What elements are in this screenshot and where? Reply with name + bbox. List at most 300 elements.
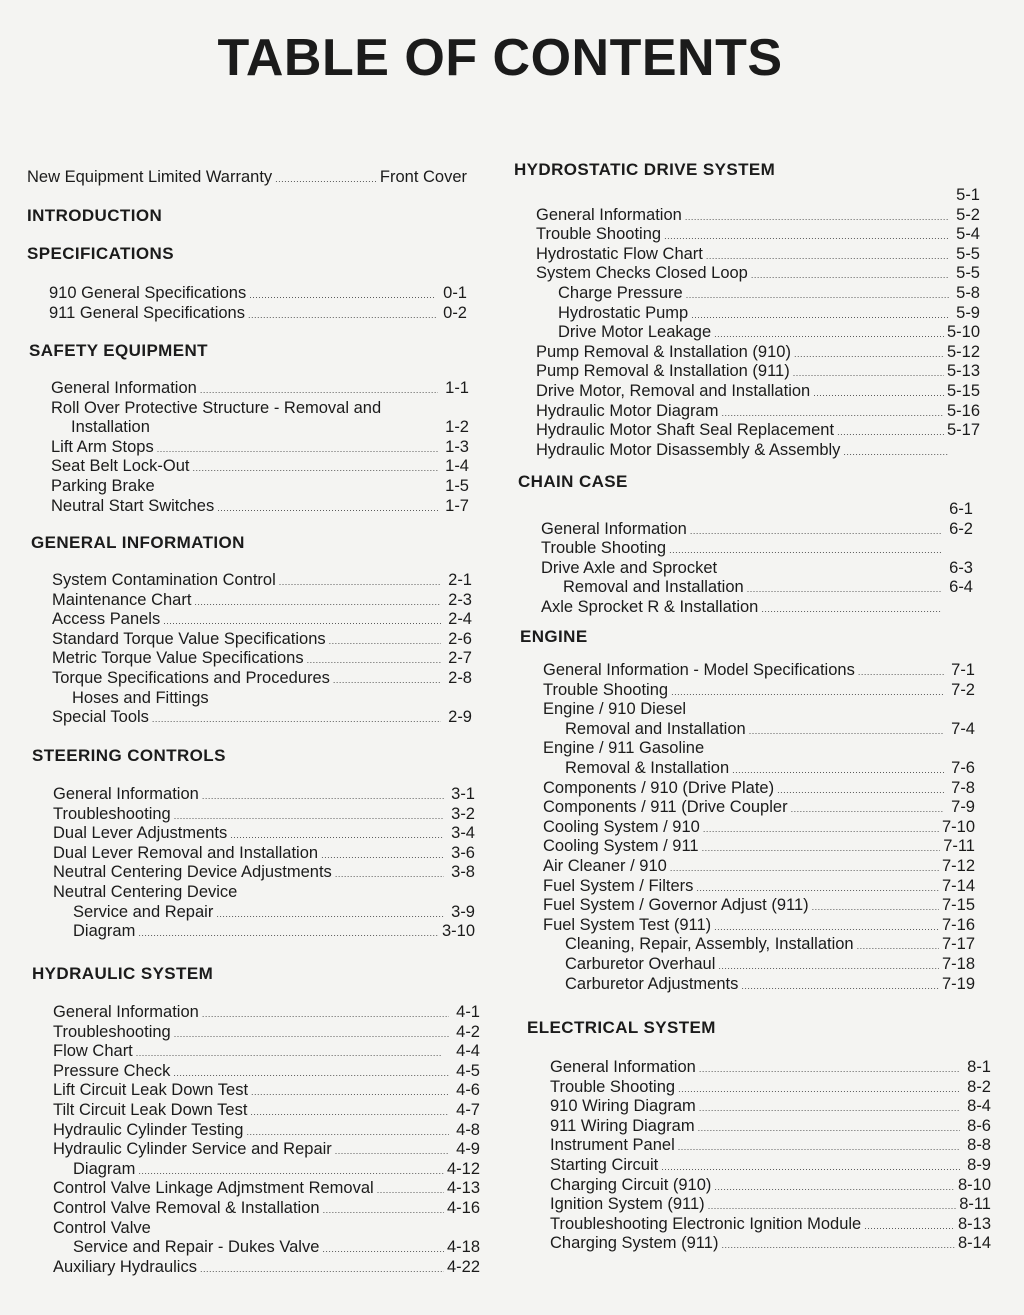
entry-page: 4-4 [456, 1042, 480, 1061]
toc-entry [536, 323, 980, 343]
entry-label: Hoses and Fittings [72, 688, 209, 707]
toc-entry [550, 1215, 991, 1235]
entry-label: Neutral Centering Device [53, 882, 238, 901]
section-entries [49, 284, 467, 323]
entry-page: 4-9 [456, 1140, 480, 1159]
entry-label: Engine / 911 Gasoline [543, 739, 705, 758]
entry-page: 8-1 [967, 1058, 991, 1076]
toc-entry [53, 1042, 480, 1062]
section-heading: GENERAL INFORMATION [31, 533, 245, 552]
entry-label: Lift Circuit Leak Down Test [53, 1081, 249, 1100]
entry-page: 6-4 [949, 578, 973, 597]
entry-page: 2-1 [448, 571, 472, 589]
toc-entry [53, 824, 475, 844]
dot-leader [152, 708, 441, 730]
entry-page: 8-2 [967, 1077, 991, 1096]
toc-entry [51, 379, 469, 399]
entry-page: 6-1 [949, 500, 973, 518]
toc-entry [53, 1179, 480, 1199]
dot-leader [685, 206, 949, 228]
entry-page: 5-17 [946, 421, 980, 440]
dot-leader [858, 661, 944, 683]
toc-entry [541, 500, 973, 520]
dot-leader [794, 343, 944, 365]
dot-leader [732, 759, 944, 781]
dot-leader [857, 935, 939, 957]
entry-label: Hydraulic Cylinder Service and Repair [53, 1140, 332, 1159]
dot-leader [173, 1062, 449, 1084]
entry-label: Trouble Shooting [536, 225, 662, 244]
entry-page: 8-6 [967, 1116, 991, 1135]
entry-label: Hydrostatic Pump [558, 303, 689, 322]
dot-leader [670, 857, 939, 879]
dot-leader [661, 1156, 960, 1178]
toc-entry [550, 1058, 991, 1078]
entry-label: Cooling System / 910 [543, 817, 700, 836]
entry-label: Components / 910 (Drive Plate) [543, 778, 775, 797]
dot-leader [202, 1003, 449, 1025]
entry-label: General Information [53, 1003, 199, 1021]
toc-entry [53, 1160, 480, 1180]
entry-label: Components / 911 (Drive Coupler [543, 798, 788, 817]
toc-entry [53, 1238, 480, 1258]
entry-label: 910 General Specifications [49, 284, 247, 302]
entry-label: New Equipment Limited Warranty [27, 168, 273, 186]
entry-page: 3-9 [451, 902, 475, 921]
toc-entry [536, 245, 980, 265]
toc-entry [550, 1078, 991, 1098]
dot-leader [248, 304, 436, 326]
toc-entry [543, 681, 975, 701]
dot-leader [157, 438, 438, 460]
entry-label: Instrument Panel [550, 1136, 675, 1155]
toc-entry [51, 457, 469, 477]
dot-leader [138, 1160, 444, 1182]
entry-label: Drive Motor Leakage [558, 323, 712, 342]
entry-label: Control Valve Removal & Installation [53, 1198, 320, 1217]
toc-entry [53, 903, 475, 923]
entry-label: Drive Motor, Removal and Installation [536, 381, 811, 400]
dot-leader [678, 1078, 960, 1100]
entry-page: 5-12 [946, 342, 980, 361]
toc-entry [550, 1136, 991, 1156]
dot-leader [246, 1121, 449, 1143]
dot-leader [136, 1042, 449, 1064]
toc-entry [53, 1023, 480, 1043]
dot-leader [193, 457, 439, 479]
toc-entry [53, 1199, 480, 1219]
entry-page: 3-1 [451, 785, 475, 803]
dot-leader [864, 1215, 955, 1237]
entry-label: Trouble Shooting [550, 1077, 676, 1096]
dot-leader [329, 630, 441, 652]
toc-entry [543, 975, 975, 995]
entry-page: 7-6 [951, 758, 975, 777]
dot-leader [669, 539, 942, 561]
entry-page: 2-6 [448, 629, 472, 648]
dot-leader [321, 844, 444, 866]
entry-page: 3-6 [451, 843, 475, 862]
entry-page: 2-3 [448, 590, 472, 609]
entry-page: 5-1 [956, 186, 980, 204]
entry-label: Trouble Shooting [541, 539, 667, 558]
toc-entry [536, 362, 980, 382]
toc-entry [536, 382, 980, 402]
entry-label: Neutral Start Switches [51, 496, 215, 515]
toc-entry [51, 477, 469, 497]
section-entries [536, 186, 980, 460]
dot-leader [698, 1117, 960, 1139]
entry-label: Ignition System (911) [550, 1195, 705, 1214]
entry-label: Access Panels [52, 610, 161, 629]
section-heading: SPECIFICATIONS [27, 244, 174, 263]
entry-page: 2-9 [448, 708, 472, 727]
toc-entry [536, 402, 980, 422]
entry-label: Axle Sprocket R & Installation [541, 597, 759, 616]
dot-leader [751, 264, 949, 286]
dot-leader [174, 805, 444, 827]
entry-label: Service and Repair - Dukes Valve [73, 1238, 320, 1257]
entry-page: 5-16 [946, 401, 980, 420]
page-title: TABLE OF CONTENTS [217, 29, 783, 87]
toc-entry [536, 284, 980, 304]
dot-leader [377, 1179, 444, 1201]
toc-entry [53, 863, 475, 883]
toc-entry [541, 539, 973, 559]
dot-leader [703, 818, 939, 840]
entry-page: 7-10 [941, 817, 975, 836]
toc-entry [53, 1258, 480, 1278]
toc-entry [52, 708, 472, 728]
entry-page: 7-16 [941, 915, 975, 934]
dot-leader [333, 669, 441, 691]
entry-page: 1-5 [445, 476, 469, 495]
entry-label: Carburetor Adjustments [565, 974, 739, 993]
entry-label: Dual Lever Removal and Installation [53, 843, 319, 862]
toc-entry [543, 877, 975, 897]
entry-page: 0-1 [443, 284, 467, 302]
entry-page: 1-1 [445, 379, 469, 397]
entry-label: Hydraulic Motor Shaft Seal Replacement [536, 421, 835, 440]
dot-leader [249, 284, 436, 306]
dot-leader [322, 1238, 444, 1260]
entry-page: 0-2 [443, 303, 467, 322]
toc-entry [536, 225, 980, 245]
toc-entry [550, 1176, 991, 1196]
entry-page: 6-3 [949, 558, 973, 577]
toc-entry [53, 844, 475, 864]
entry-page: 8-9 [967, 1155, 991, 1174]
entry-label: Removal and Installation [565, 719, 746, 738]
toc-entry [53, 1219, 480, 1239]
entry-label: Fuel System / Filters [543, 876, 694, 895]
section-heading: SAFETY EQUIPMENT [29, 341, 208, 360]
toc-entry [52, 610, 472, 630]
entry-label: Service and Repair [73, 902, 214, 921]
entry-page: 4-2 [456, 1022, 480, 1041]
toc-entry [52, 591, 472, 611]
entry-label: Auxiliary Hydraulics [53, 1257, 197, 1276]
toc-entry [536, 206, 980, 226]
section-entries [51, 379, 469, 516]
toc-entry [536, 264, 980, 284]
toc-entry [53, 805, 475, 825]
entry-label: Parking Brake [51, 476, 155, 495]
dot-leader [664, 225, 949, 247]
entry-label: Charging System (911) [550, 1234, 719, 1253]
entry-page: 4-6 [456, 1081, 480, 1100]
toc-entry [52, 571, 472, 591]
entry-label: Hydraulic Motor Diagram [536, 401, 719, 420]
entry-label: Special Tools [52, 708, 149, 727]
entry-label: General Information - Model Specifications [543, 661, 855, 679]
entry-page: 5-8 [956, 283, 980, 302]
dot-leader [323, 1199, 444, 1221]
dot-leader [696, 877, 939, 899]
entry-page: 4-1 [456, 1003, 480, 1021]
toc-entry [49, 284, 467, 304]
entry-label: Control Valve Linkage Adjmstment Removal [53, 1179, 374, 1198]
dot-leader [335, 1140, 449, 1162]
entry-label: System Contamination Control [52, 571, 276, 589]
entry-page: 3-10 [441, 922, 475, 941]
dot-leader [837, 421, 944, 443]
dot-leader [749, 720, 944, 742]
entry-label: Maintenance Chart [52, 590, 192, 609]
entry-page: 5-2 [956, 205, 980, 224]
dot-leader [194, 591, 441, 613]
dot-leader [777, 779, 944, 801]
toc-entry [536, 304, 980, 324]
entry-page: 6-2 [949, 519, 973, 538]
dot-leader [690, 520, 942, 542]
dot-leader [279, 571, 441, 593]
entry-label: 911 General Specifications [49, 303, 245, 322]
entry-label: Installation [71, 418, 150, 437]
entry-label: Troubleshooting [53, 1022, 171, 1041]
section-heading: ENGINE [520, 627, 588, 646]
entry-page: 5-5 [956, 264, 980, 283]
section-entries [53, 1003, 480, 1277]
dot-leader [335, 863, 444, 885]
entry-label: Cleaning, Repair, Assembly, Installation [565, 935, 854, 954]
dot-leader [307, 649, 441, 671]
dot-leader [761, 598, 942, 620]
toc-entry [53, 1101, 480, 1121]
entry-page: 4-12 [446, 1159, 480, 1178]
entry-page: 3-4 [451, 824, 475, 843]
entry-page: 5-5 [956, 244, 980, 263]
toc-entry [543, 935, 975, 955]
toc-entry [541, 598, 973, 618]
toc-entry [550, 1195, 991, 1215]
dot-leader [741, 975, 939, 997]
section-heading: CHAIN CASE [518, 472, 628, 491]
toc-entry [51, 399, 469, 419]
toc-entry [543, 779, 975, 799]
toc-entry [543, 818, 975, 838]
entry-label: Standard Torque Value Specifications [52, 629, 326, 648]
toc-entry [53, 1121, 480, 1141]
toc-entry [541, 559, 973, 579]
entry-label: Torque Specifications and Procedures [52, 668, 330, 687]
entry-label: Control Valve [53, 1218, 151, 1237]
toc-entry [550, 1234, 991, 1254]
entry-label: Metric Torque Value Specifications [52, 649, 304, 668]
section-heading: HYDROSTATIC DRIVE SYSTEM [514, 160, 776, 179]
entry-page: 5-9 [956, 303, 980, 322]
toc-entry [536, 421, 980, 441]
toc-entry [51, 497, 469, 517]
dot-leader [791, 798, 944, 820]
toc-entry [550, 1117, 991, 1137]
dot-leader [251, 1081, 449, 1103]
toc-entry [52, 649, 472, 669]
entry-page: 7-14 [941, 876, 975, 895]
entry-page: 4-16 [446, 1198, 480, 1217]
entry-page: 5-15 [946, 381, 980, 400]
dot-leader [163, 610, 441, 632]
entry-page: 3-2 [451, 804, 475, 823]
entry-label: Removal and Installation [563, 578, 744, 597]
section-entries [53, 785, 475, 942]
dot-leader [202, 785, 444, 807]
entry-page: 3-8 [451, 863, 475, 882]
entry-label: Seat Belt Lock-Out [51, 457, 190, 476]
dot-leader [812, 896, 939, 918]
dot-leader [671, 681, 944, 703]
entry-label: Hydrostatic Flow Chart [536, 244, 703, 263]
toc-entry [543, 720, 975, 740]
section-heading: STEERING CONTROLS [32, 746, 226, 765]
warranty-entry [27, 168, 467, 188]
toc-entry [543, 661, 975, 681]
entry-label: Hydraulic Cylinder Testing [53, 1120, 244, 1139]
section-entries [550, 1058, 991, 1254]
entry-page: Front Cover [379, 168, 467, 186]
entry-page: 1-4 [445, 457, 469, 476]
toc-entry [543, 857, 975, 877]
entry-label: Hydraulic Motor Disassembly & Assembly [536, 440, 841, 459]
dot-leader [714, 1176, 955, 1198]
dot-leader [714, 323, 944, 345]
entry-page: 8-11 [959, 1195, 991, 1214]
toc-entry [53, 785, 475, 805]
entry-label: Fuel System / Governor Adjust (911) [543, 896, 809, 915]
entry-label: Fuel System Test (911) [543, 915, 712, 934]
dot-leader [691, 304, 949, 326]
entry-label: Charging Circuit (910) [550, 1175, 712, 1194]
toc-entry [52, 630, 472, 650]
dot-leader [200, 379, 438, 401]
entry-label: Pump Removal & Installation (911) [536, 362, 790, 381]
toc-entry [543, 700, 975, 720]
toc-entry [53, 883, 475, 903]
entry-label: Flow Chart [53, 1042, 133, 1061]
dot-leader [793, 362, 944, 384]
entry-page: 4-5 [456, 1061, 480, 1080]
entry-label: Removal & Installation [565, 758, 730, 777]
dot-leader [721, 1234, 955, 1256]
entry-label: General Information [550, 1058, 696, 1076]
entry-label: General Information [53, 785, 199, 803]
entry-page: 8-14 [957, 1234, 991, 1253]
toc-entry [52, 689, 472, 709]
entry-page: 7-8 [951, 778, 975, 797]
entry-page: 7-9 [951, 798, 975, 817]
entry-page: 7-19 [941, 974, 975, 993]
dot-leader [843, 441, 949, 463]
dot-leader [721, 402, 944, 424]
entry-label: General Information [541, 519, 687, 538]
entry-page: 4-22 [446, 1257, 480, 1276]
entry-page: 4-7 [456, 1100, 480, 1119]
entry-page: 7-4 [951, 719, 975, 738]
toc-entry [543, 837, 975, 857]
dot-leader [699, 1097, 960, 1119]
toc-entry [550, 1156, 991, 1176]
section-entries [541, 500, 973, 618]
section-entries [543, 661, 975, 994]
entry-page: 8-4 [967, 1097, 991, 1116]
entry-page: 7-11 [943, 837, 975, 856]
entry-label: Tilt Circuit Leak Down Test [53, 1100, 248, 1119]
entry-label: Engine / 910 Diesel [543, 700, 687, 719]
entry-label: Pump Removal & Installation (910) [536, 342, 791, 361]
toc-entry [543, 896, 975, 916]
entry-page: 2-7 [448, 649, 472, 668]
entry-page: 8-10 [957, 1175, 991, 1194]
entry-label: Pressure Check [53, 1061, 171, 1080]
toc-entry [541, 520, 973, 540]
entry-page: 8-8 [967, 1136, 991, 1155]
entry-label: Diagram [73, 922, 136, 941]
dot-leader [138, 922, 439, 944]
entry-label: Air Cleaner / 910 [543, 856, 667, 875]
toc-entry [536, 343, 980, 363]
dot-leader [174, 1023, 449, 1045]
entry-label: Lift Arm Stops [51, 437, 154, 456]
entry-page: 4-8 [456, 1120, 480, 1139]
toc-entry [52, 669, 472, 689]
dot-leader [217, 497, 438, 519]
entry-label: Trouble Shooting [543, 680, 669, 699]
toc-entry [49, 304, 467, 324]
dot-leader [678, 1136, 960, 1158]
section-entries [52, 571, 472, 728]
entry-label: Starting Circuit [550, 1155, 659, 1174]
entry-label: 910 Wiring Diagram [550, 1097, 696, 1116]
entry-page: 7-1 [951, 661, 975, 679]
entry-label: Dual Lever Adjustments [53, 824, 228, 843]
toc-entry [53, 1140, 480, 1160]
entry-page: 8-13 [957, 1214, 991, 1233]
toc-entry [53, 1062, 480, 1082]
entry-page: 1-3 [445, 437, 469, 456]
entry-label: Troubleshooting [53, 804, 171, 823]
entry-label: General Information [536, 205, 682, 224]
entry-page: 5-4 [956, 225, 980, 244]
entry-label: 911 Wiring Diagram [550, 1116, 695, 1135]
section-heading: HYDRAULIC SYSTEM [32, 964, 214, 983]
dot-leader [230, 824, 444, 846]
dot-leader [250, 1101, 449, 1123]
entry-label: Charge Pressure [558, 283, 683, 302]
toc-entry [543, 916, 975, 936]
toc-entry [543, 955, 975, 975]
entry-label: System Checks Closed Loop [536, 264, 748, 283]
entry-page: 7-18 [941, 954, 975, 973]
